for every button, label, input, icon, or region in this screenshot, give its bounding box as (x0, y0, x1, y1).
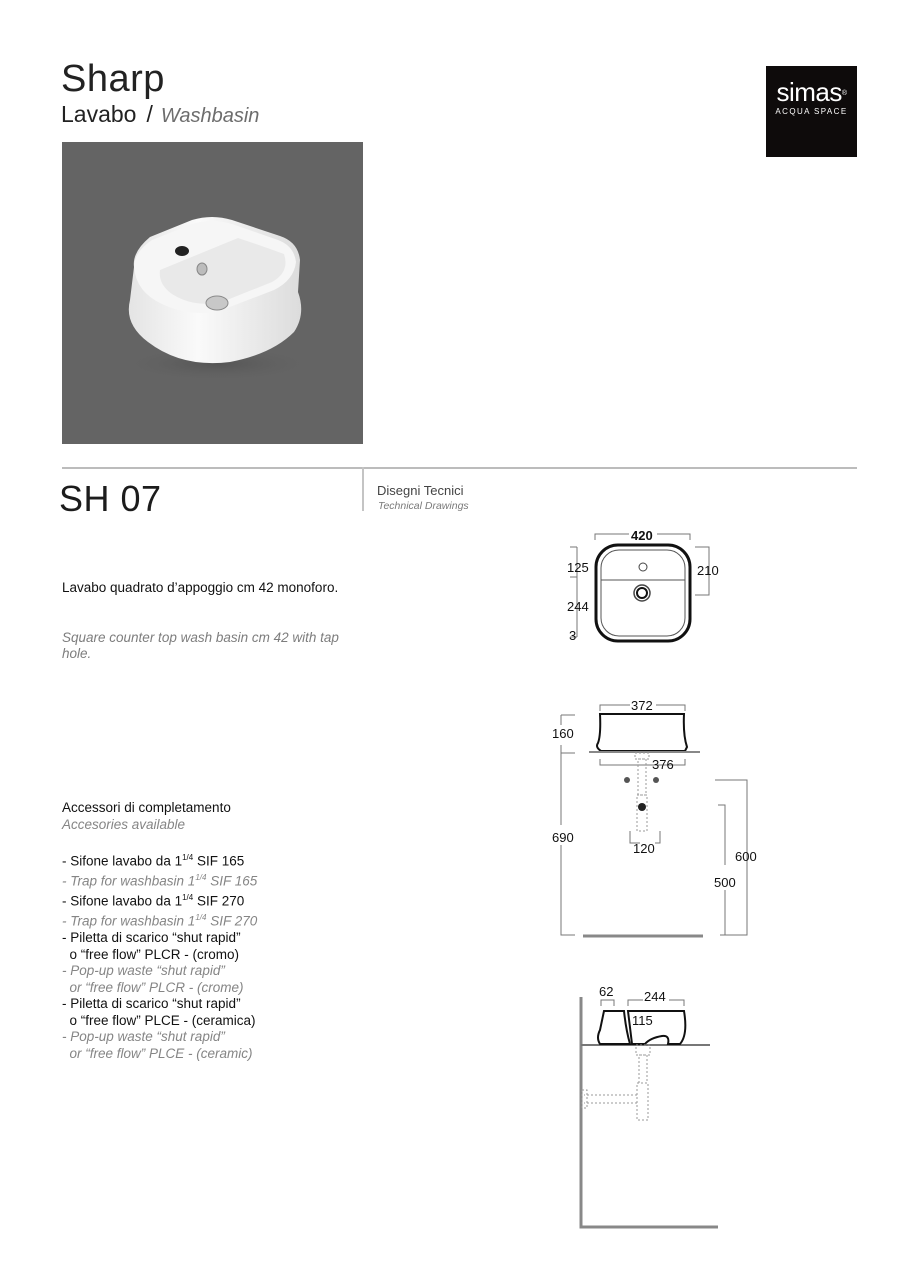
accessories-heading-it: Accessori di completamento (62, 800, 231, 815)
washbasin-render-icon (62, 142, 363, 444)
side-view-drawing (570, 980, 720, 1235)
svg-text:500: 500 (714, 875, 736, 890)
description-english: Square counter top wash basin cm 42 with tap hole. (62, 630, 339, 661)
product-type-subtitle (61, 100, 259, 130)
svg-text:690: 690 (552, 830, 574, 845)
accessory-item-en-cont: or “free flow” PLCR - (crome) (62, 979, 244, 995)
product-code: SH 07 (59, 478, 162, 519)
front-view-drawing (545, 695, 775, 945)
accessory-item: - Piletta di scarico “shut rapid” (62, 996, 241, 1011)
accessory-item: - Sifone lavabo da $1^{1/4}$ SIF 165 (62, 853, 245, 869)
accessory-item: - Piletta di scarico “shut rapid” (62, 930, 241, 945)
accessory-item-en: - Trap for washbasin $1^{1/4}$ SIF 270 (62, 913, 258, 929)
svg-text:120: 120 (633, 841, 655, 856)
svg-text:125: 125 (567, 560, 589, 575)
accessories-heading-en: Accesories available (62, 816, 186, 832)
accessory-item-en: - Trap for washbasin $1^{1/4}$ SIF 165 (62, 873, 258, 889)
svg-text:244: 244 (567, 599, 589, 614)
subtitle-english: Washbasin (160, 105, 260, 127)
subtitle-italian: Lavabo (61, 101, 137, 127)
svg-text:3: 3 (569, 628, 577, 643)
top-view-drawing (555, 520, 735, 650)
svg-text:62: 62 (599, 984, 614, 999)
technical-drawings-label-it: Disegni Tecnici (377, 483, 464, 498)
logo-brand: simas® (776, 77, 847, 107)
simas-logo (766, 66, 857, 157)
accessory-item: - Sifone lavabo da $1^{1/4}$ SIF 270 (62, 893, 245, 909)
accessory-item-en-cont: or “free flow” PLCE - (ceramic) (62, 1045, 253, 1061)
svg-text:160: 160 (552, 726, 574, 741)
subtitle-separator: / (146, 101, 153, 127)
accessory-item-en: - Pop-up waste “shut rapid” (62, 963, 225, 978)
column-divider (362, 467, 364, 511)
description-italian: Lavabo quadrato d’appoggio cm 42 monoforo. (62, 580, 339, 595)
svg-text:372: 372 (631, 698, 653, 713)
product-photo (62, 142, 363, 444)
svg-text:420: 420 (631, 528, 653, 543)
section-divider (62, 467, 857, 469)
svg-text:376: 376 (652, 757, 674, 772)
accessory-item-cont: o “free flow” PLCE - (ceramica) (62, 1012, 256, 1028)
product-family-title: Sharp (61, 58, 165, 100)
svg-text:244: 244 (644, 989, 666, 1004)
svg-text:210: 210 (697, 563, 719, 578)
svg-text:600: 600 (735, 849, 757, 864)
logo-tagline: ACQUA SPACE (775, 107, 848, 116)
accessories-list (62, 800, 257, 1062)
technical-drawings-label-en: Technical Drawings (378, 500, 469, 512)
svg-text:115: 115 (632, 1013, 653, 1028)
accessory-item-en: - Pop-up waste “shut rapid” (62, 1029, 225, 1044)
accessory-item-cont: o “free flow” PLCR - (cromo) (62, 946, 240, 962)
